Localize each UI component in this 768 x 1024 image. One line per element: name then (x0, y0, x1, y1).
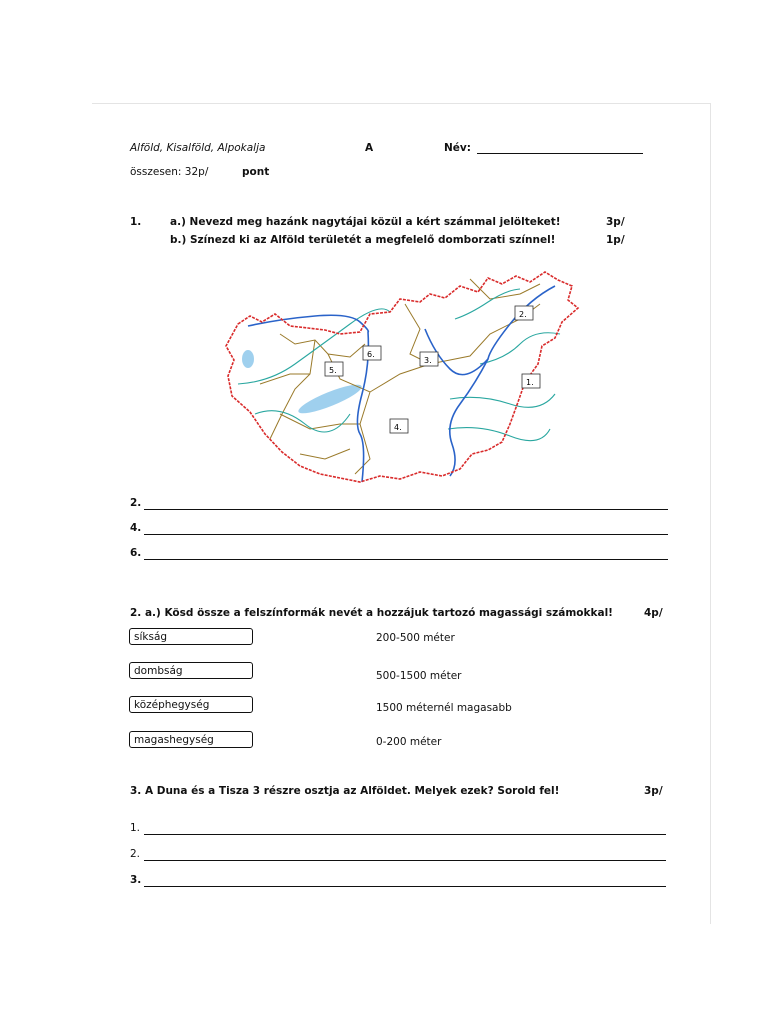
task1-a-points: 3p/ (606, 216, 625, 228)
answer-6-line[interactable] (144, 559, 668, 560)
name-field-line[interactable] (477, 153, 643, 154)
height-0-200[interactable]: 0-200 méter (376, 736, 442, 748)
task1-b-text: b.) Színezd ki az Alföld területét a megfelelő domborzati színnel! (170, 234, 556, 246)
name-label: Név: (444, 142, 471, 154)
task2-points: 4p/ (644, 607, 663, 619)
task3-answer-3-number: 3. (130, 874, 142, 886)
form-box-magashegyseg[interactable]: magashegység (129, 731, 253, 748)
group-letter: A (365, 142, 374, 154)
task3-answer-1-number: 1. (130, 822, 141, 834)
answer-4-number: 4. (130, 522, 142, 534)
answer-6-number: 6. (130, 547, 142, 559)
map-label-5 (325, 362, 343, 376)
task3-answer-1-line[interactable] (144, 834, 666, 835)
svg-text:2.: 2. (519, 310, 527, 319)
map-label-4 (390, 419, 408, 433)
svg-text:3.: 3. (424, 356, 432, 365)
height-200-500[interactable]: 200-500 méter (376, 632, 455, 644)
svg-text:6.: 6. (367, 350, 375, 359)
worksheet-title: Alföld, Kisalföld, Alpokalja (130, 142, 266, 154)
answer-2-line[interactable] (144, 509, 668, 510)
svg-text:1.: 1. (526, 378, 534, 387)
hungary-map (220, 264, 590, 489)
task3-text: 3. A Duna és a Tisza 3 részre osztja az Alföldet. Melyek ezek? Sorold fel! (130, 785, 560, 797)
points-label: pont (242, 166, 270, 178)
map-label-2 (515, 306, 533, 320)
main-rivers (248, 286, 555, 482)
svg-text:5.: 5. (329, 366, 337, 375)
task3-answer-2-line[interactable] (144, 860, 666, 861)
task2-text: 2. a.) Kösd össze a felszínformák nevét a hozzájuk tartozó magassági számokkal! (130, 607, 613, 619)
task1-b-points: 1p/ (606, 234, 625, 246)
task1-a-text: a.) Nevezd meg hazánk nagytájai közül a kért számmal jelölteket! (170, 216, 561, 228)
form-box-dombsag[interactable]: dombság (129, 662, 253, 679)
danube-river (248, 315, 368, 482)
map-label-6 (363, 346, 381, 360)
answer-2-number: 2. (130, 497, 142, 509)
height-500-1500[interactable]: 500-1500 méter (376, 670, 462, 682)
task3-answer-2-number: 2. (130, 848, 141, 860)
height-1500-plus[interactable]: 1500 méternél magasabb (376, 702, 512, 714)
total-points-label: összesen: 32p/ (130, 166, 209, 178)
task3-points: 3p/ (644, 785, 663, 797)
answer-4-line[interactable] (144, 534, 668, 535)
ferto-lake (242, 350, 254, 368)
task3-answer-3-line[interactable] (144, 886, 666, 887)
form-box-siksag[interactable]: síkság (129, 628, 253, 645)
form-box-kozephegyseg[interactable]: középhegység (129, 696, 253, 713)
tributary-rivers (238, 289, 560, 441)
task1-number: 1. (130, 216, 142, 228)
worksheet-page (92, 103, 711, 924)
map-label-1 (522, 374, 540, 388)
map-label-3 (420, 352, 438, 366)
svg-text:4.: 4. (394, 423, 402, 432)
